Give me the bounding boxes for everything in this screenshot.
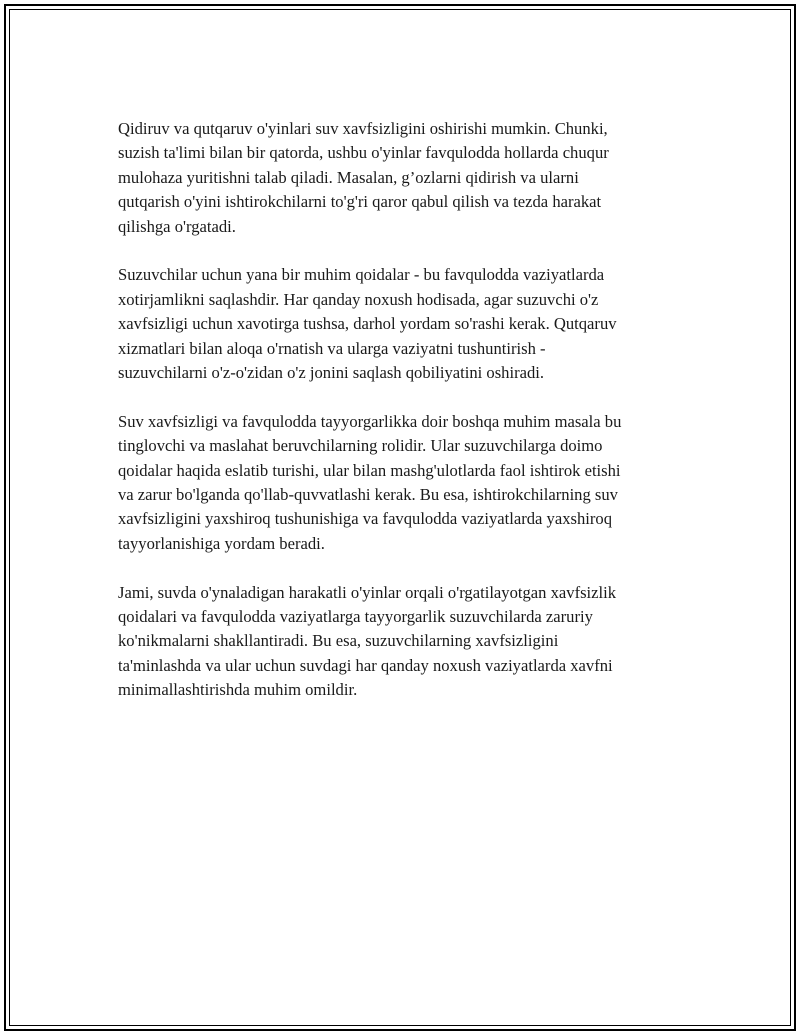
paragraph-line: Qidiruv va qutqaruv o'yinlari suv xavfsizligini oshirishi mumkin. Chunki,: [118, 119, 608, 138]
paragraph-line: Suzuvchilar uchun yana bir muhim qoidalar - bu favqulodda vaziyatlarda: [118, 265, 605, 285]
paragraph-4: [118, 581, 690, 703]
paragraph-line: suzish ta'limi bilan bir qatorda, ushbu o'yinlar favqulodda hollarda chuqur: [118, 143, 609, 163]
paragraph-2: [118, 263, 690, 385]
paragraph-line: xizmatlari bilan aloqa o'rnatish va ularga vaziyatni tushuntirish -: [118, 338, 546, 358]
paragraph-line: qoidalar haqida eslatib turishi, ular bilan mashg'ulotlarda faol ishtirok etishi: [118, 460, 621, 480]
paragraph-line: ko'nikmalarni shakllantiradi. Bu esa, suzuvchilarning xavfsizligini: [118, 631, 559, 651]
paragraph-line: minimallashtirishda muhim omildir.: [118, 680, 358, 700]
paragraph-line: ta'minlashda va ular uchun suvdagi har qanday noxush vaziyatlarda xavfni: [118, 655, 613, 675]
paragraph-line: tayyorlanishiga yordam beradi.: [118, 533, 325, 553]
paragraph-3: [118, 410, 690, 556]
document-body: [118, 117, 690, 727]
paragraph-line: qoidalari va favqulodda vaziyatlarga tayyorgarlik suzuvchilarda zaruriy: [118, 607, 593, 627]
paragraph-line: xotirjamlikni saqlashdir. Har qanday noxush hodisada, agar suzuvchi o'z: [118, 289, 599, 309]
paragraph-line: xavfsizligi uchun xavotirga tushsa, darhol yordam so'rashi kerak. Qutqaruv: [118, 314, 617, 334]
paragraph-line: tinglovchi va maslahat beruvchilarning rolidir. Ular suzuvchilarga doimo: [118, 436, 603, 456]
paragraph-line: va zarur bo'lganda qo'llab-quvvatlashi kerak. Bu esa, ishtirokchilarning suv: [118, 485, 618, 505]
paragraph-line: Jami, suvda o'ynaladigan harakatli o'yinlar orqali o'rgatilayotgan xavfsizlik: [118, 582, 617, 602]
paragraph-line: mulohaza yuritishni talab qiladi. Masalan, g’ozlarni qidirish va ularni: [118, 167, 579, 187]
paragraph-line: suzuvchilarni o'z-o'zidan o'z jonini saqlash qobiliyatini oshiradi.: [118, 363, 545, 383]
paragraph-line: qutqarish o'yini ishtirokchilarni to'g'ri qaror qabul qilish va tezda harakat: [118, 192, 602, 212]
paragraph-line: Suv xavfsizligi va favqulodda tayyorgarlikka doir boshqa muhim masala bu: [118, 411, 622, 431]
paragraph-1: [118, 117, 690, 239]
paragraph-line: xavfsizligini yaxshiroq tushunishiga va favqulodda vaziyatlarda yaxshiroq: [118, 509, 613, 529]
paragraph-line: qilishga o'rgatadi.: [118, 216, 236, 236]
